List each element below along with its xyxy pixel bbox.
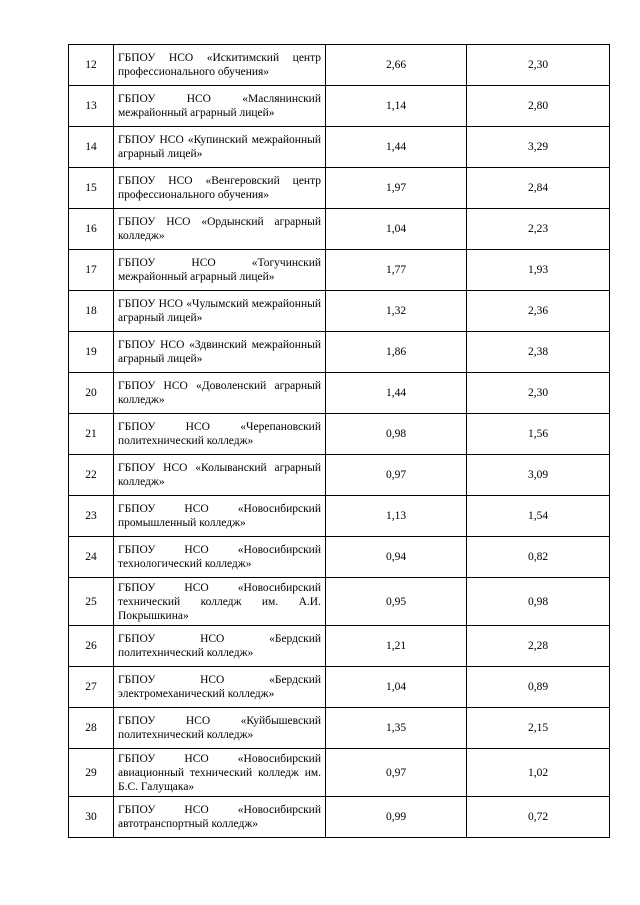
value-1: 2,66 [326, 45, 467, 86]
table-row [69, 291, 610, 332]
value-1: 1,44 [326, 127, 467, 168]
table-row [69, 209, 610, 250]
row-number: 14 [69, 127, 114, 168]
value-2: 1,56 [467, 414, 610, 455]
institution-name: ГБПОУ НСО «Куйбышевский политехнический колледж» [114, 708, 326, 749]
value-2: 2,80 [467, 86, 610, 127]
value-1: 1,86 [326, 332, 467, 373]
table-body [69, 45, 610, 838]
value-1: 1,77 [326, 250, 467, 291]
table-row [69, 332, 610, 373]
table-row [69, 667, 610, 708]
value-1: 1,32 [326, 291, 467, 332]
value-1: 0,97 [326, 749, 467, 797]
institution-name: ГБПОУ НСО «Черепановский политехнический колледж» [114, 414, 326, 455]
ranking-table [68, 44, 610, 838]
row-number: 18 [69, 291, 114, 332]
value-1: 0,98 [326, 414, 467, 455]
row-number: 28 [69, 708, 114, 749]
value-2: 1,02 [467, 749, 610, 797]
value-2: 0,72 [467, 797, 610, 838]
row-number: 29 [69, 749, 114, 797]
institution-name: ГБПОУ НСО «Бердский политехнический колледж» [114, 626, 326, 667]
value-1: 1,97 [326, 168, 467, 209]
value-2: 3,09 [467, 455, 610, 496]
value-1: 1,14 [326, 86, 467, 127]
value-2: 2,28 [467, 626, 610, 667]
value-2: 1,54 [467, 496, 610, 537]
row-number: 22 [69, 455, 114, 496]
institution-name: ГБПОУ НСО «Новосибирский автотранспортный колледж» [114, 797, 326, 838]
row-number: 20 [69, 373, 114, 414]
institution-name: ГБПОУ НСО «Ордынский аграрный колледж» [114, 209, 326, 250]
institution-name: ГБПОУ НСО «Тогучинский межрайонный аграрный лицей» [114, 250, 326, 291]
value-2: 0,98 [467, 578, 610, 626]
table-row [69, 455, 610, 496]
institution-name: ГБПОУ НСО «Доволенский аграрный колледж» [114, 373, 326, 414]
value-1: 0,94 [326, 537, 467, 578]
institution-name: ГБПОУ НСО «Новосибирский технологический колледж» [114, 537, 326, 578]
value-2: 1,93 [467, 250, 610, 291]
table-row [69, 127, 610, 168]
institution-name: ГБПОУ НСО «Здвинский межрайонный аграрный лицей» [114, 332, 326, 373]
row-number: 21 [69, 414, 114, 455]
row-number: 25 [69, 578, 114, 626]
row-number: 24 [69, 537, 114, 578]
row-number: 26 [69, 626, 114, 667]
value-1: 0,97 [326, 455, 467, 496]
value-2: 2,30 [467, 45, 610, 86]
row-number: 15 [69, 168, 114, 209]
value-1: 1,13 [326, 496, 467, 537]
table-row [69, 496, 610, 537]
institution-name: ГБПОУ НСО «Новосибирский авиационный технический колледж им. Б.С. Галущака» [114, 749, 326, 797]
table-row [69, 626, 610, 667]
value-1: 1,44 [326, 373, 467, 414]
table-row [69, 250, 610, 291]
table-row [69, 45, 610, 86]
value-2: 2,38 [467, 332, 610, 373]
value-2: 2,15 [467, 708, 610, 749]
value-2: 2,84 [467, 168, 610, 209]
institution-name: ГБПОУ НСО «Колыванский аграрный колледж» [114, 455, 326, 496]
value-1: 1,04 [326, 667, 467, 708]
value-1: 0,99 [326, 797, 467, 838]
table-row [69, 708, 610, 749]
value-1: 1,21 [326, 626, 467, 667]
row-number: 16 [69, 209, 114, 250]
row-number: 12 [69, 45, 114, 86]
value-1: 1,35 [326, 708, 467, 749]
institution-name: ГБПОУ НСО «Чулымский межрайонный аграрный лицей» [114, 291, 326, 332]
institution-name: ГБПОУ НСО «Маслянинский межрайонный аграрный лицей» [114, 86, 326, 127]
table-row [69, 414, 610, 455]
institution-name: ГБПОУ НСО «Искитимский центр профессионального обучения» [114, 45, 326, 86]
table-row [69, 537, 610, 578]
table-row [69, 749, 610, 797]
institution-name: ГБПОУ НСО «Новосибирский технический колледж им. А.И. Покрышкина» [114, 578, 326, 626]
institution-name: ГБПОУ НСО «Бердский электромеханический колледж» [114, 667, 326, 708]
institution-name: ГБПОУ НСО «Новосибирский промышленный колледж» [114, 496, 326, 537]
value-1: 0,95 [326, 578, 467, 626]
institution-name: ГБПОУ НСО «Венгеровский центр профессионального обучения» [114, 168, 326, 209]
row-number: 13 [69, 86, 114, 127]
table-row [69, 578, 610, 626]
row-number: 30 [69, 797, 114, 838]
value-2: 0,89 [467, 667, 610, 708]
value-2: 3,29 [467, 127, 610, 168]
table-row [69, 797, 610, 838]
value-2: 2,23 [467, 209, 610, 250]
row-number: 27 [69, 667, 114, 708]
table-row [69, 168, 610, 209]
value-1: 1,04 [326, 209, 467, 250]
value-2: 0,82 [467, 537, 610, 578]
row-number: 23 [69, 496, 114, 537]
value-2: 2,36 [467, 291, 610, 332]
institution-name: ГБПОУ НСО «Купинский межрайонный аграрный лицей» [114, 127, 326, 168]
table-row [69, 86, 610, 127]
table-row [69, 373, 610, 414]
value-2: 2,30 [467, 373, 610, 414]
row-number: 19 [69, 332, 114, 373]
row-number: 17 [69, 250, 114, 291]
